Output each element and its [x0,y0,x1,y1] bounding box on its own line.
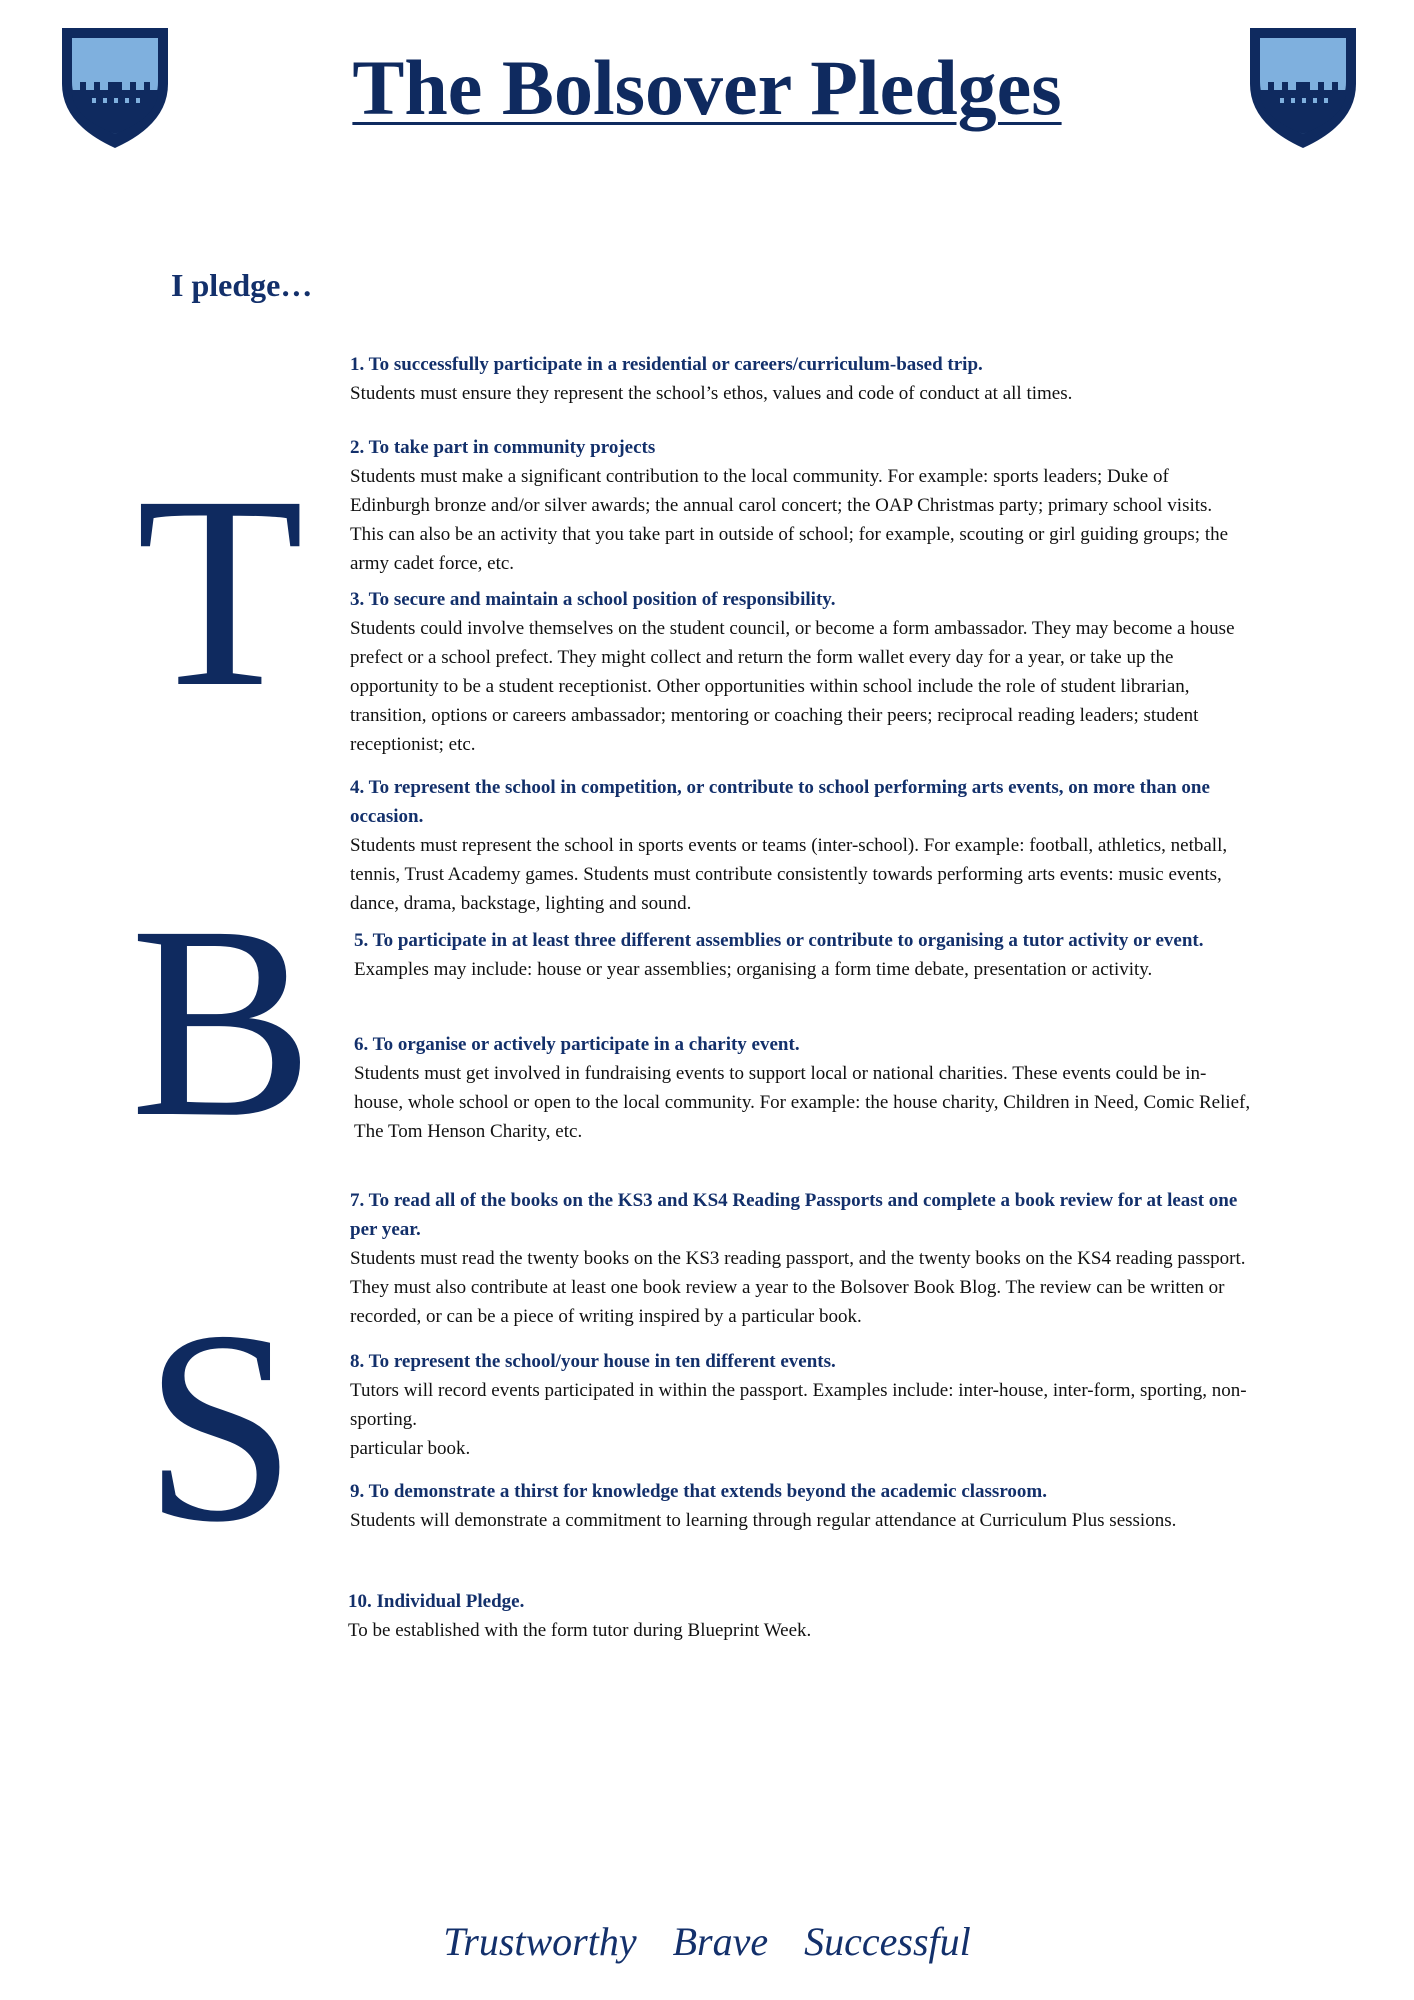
motto-word: Successful [804,1919,971,1964]
letter-b: B [130,870,314,1174]
pledge-heading: 1. To successfully participate in a residential or careers/curriculum-based trip. [350,354,983,375]
letter-s: S [143,1275,297,1579]
pledge-body-extra: particular book. [350,1438,471,1459]
pledge-4 [350,773,1250,918]
pledge-10 [348,1587,1248,1645]
school-motto [0,1918,1414,1965]
pledge-8 [350,1347,1250,1463]
pledge-body: Students must make a significant contribution to the local community. For example: sports leaders; Duke of Edinburgh bronze and/or silver awards; the annual carol concert; the OAP Christmas party; primary school visits. This can also be an activity that you take part in outside of school; for example, scouting or girl guiding groups; the army cadet force, etc. [350,466,1229,574]
pledge-heading: 2. To take part in community projects [350,437,656,458]
page-title [0,40,1414,136]
pledge-heading: 4. To represent the school in competition, or contribute to school performing arts events, on more than one occasion. [350,777,1210,827]
pledge-3 [350,585,1250,759]
pledge-body: Students must represent the school in sports events or teams (inter-school). For example: football, athletics, netball, tennis, Trust Academy games. Students must contribute consistently towards performing arts events: music events, dance, drama, backstage, lighting and sound. [350,835,1228,914]
pledge-9 [350,1477,1250,1535]
pledge-heading: 3. To secure and maintain a school position of responsibility. [350,589,836,610]
pledge-1 [350,350,1250,408]
pledge-heading: 7. To read all of the books on the KS3 and KS4 Reading Passports and complete a book review for at least one per year. [350,1190,1238,1240]
pledge-heading: 8. To represent the school/your house in ten different events. [350,1351,836,1372]
pledge-2 [350,433,1250,578]
pledge-body: Students will demonstrate a commitment to learning through regular attendance at Curriculum Plus sessions. [350,1510,1177,1531]
pledge-body: Students must ensure they represent the school’s ethos, values and code of conduct at all times. [350,383,1073,404]
pledge-heading: 9. To demonstrate a thirst for knowledge that extends beyond the academic classroom. [350,1481,1047,1502]
pledge-body: Tutors will record events participated in within the passport. Examples include: inter-house, inter-form, sporting, non-sporting. [350,1380,1247,1430]
pledge-body: Students must get involved in fundraising events to support local or national charities. These events could be in-house, whole school or open to the local community. For example: the house charity, Children in Need, Comic Relief, The Tom Henson Charity, etc. [354,1063,1251,1142]
pledge-heading: 6. To organise or actively participate in a charity event. [354,1034,800,1055]
pledge-body: Examples may include: house or year assemblies; organising a form time debate, presentation or activity. [354,959,1153,980]
pledge-body: To be established with the form tutor during Blueprint Week. [348,1620,812,1641]
pledge-7 [350,1186,1250,1331]
intro-heading: I pledge… [171,267,313,303]
pledge-body: Students must read the twenty books on the KS3 reading passport, and the twenty books on the KS4 reading passport. They must also contribute at least one book review a year to the Bolsover Book Blog. The review can be written or recorded, or can be a piece of writing inspired by a particular book. [350,1248,1246,1327]
page-title-text: The Bolsover Pledges [352,44,1062,131]
letter-t: T [136,440,304,744]
pledge-heading: 5. To participate in at least three different assemblies or contribute to organising a tutor activity or event. [354,930,1204,951]
pledge-heading: 10. Individual Pledge. [348,1591,525,1612]
pledge-5 [354,926,1254,984]
motto-word: Trustworthy [443,1919,637,1964]
motto-word: Brave [672,1919,769,1964]
pledge-body: Students could involve themselves on the student council, or become a form ambassador. They may become a house prefect or a school prefect. They might collect and return the form wallet every day for a year, or take up the opportunity to be a student receptionist. Other opportunities within school include the role of student librarian, transition, options or careers ambassador; mentoring or coaching their peers; reciprocal reading leaders; student receptionist; etc. [350,618,1235,755]
pledge-6 [354,1030,1254,1146]
